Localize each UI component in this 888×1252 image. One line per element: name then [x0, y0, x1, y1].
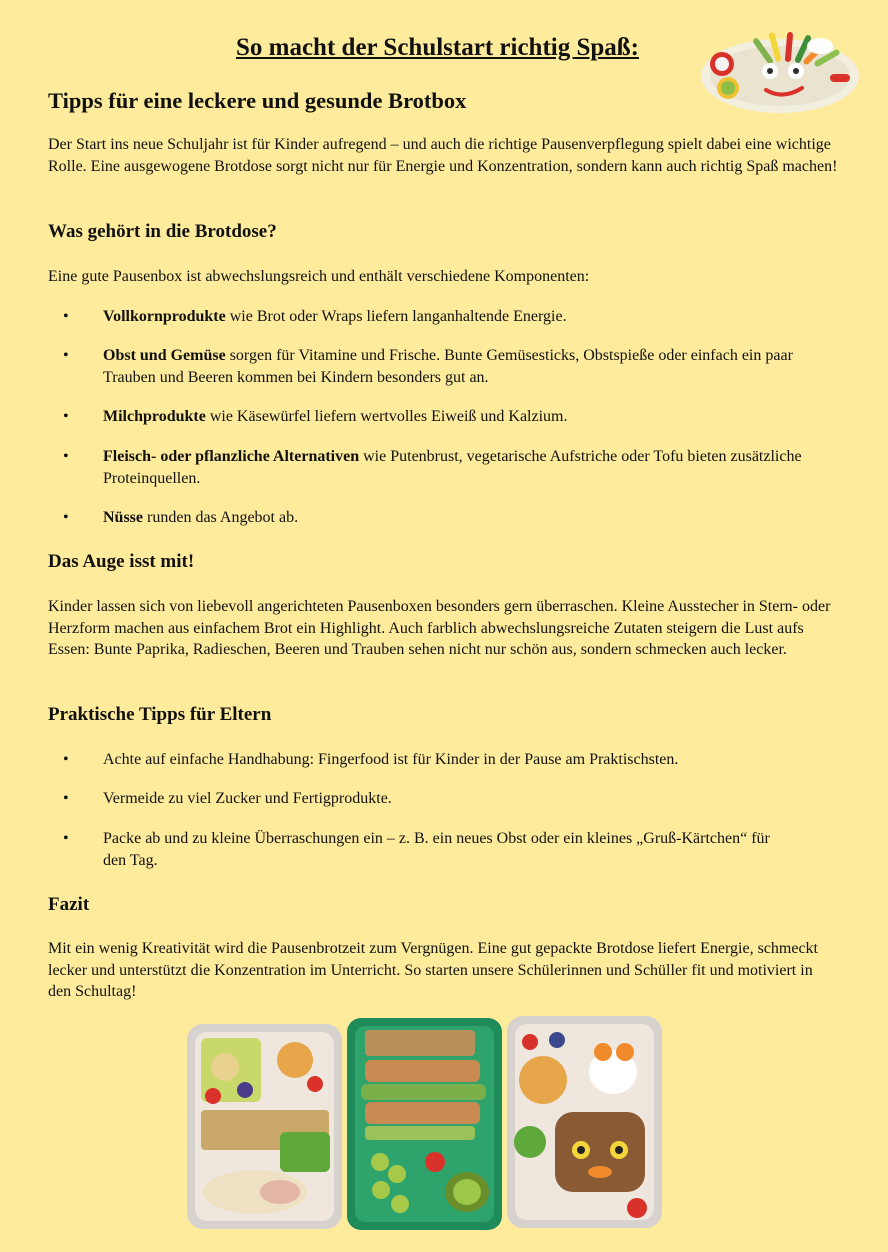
section-heading-auge: Das Auge isst mit!: [48, 551, 195, 572]
list-item-text: wie Brot oder Wraps liefern langanhaltende Energie.: [225, 308, 567, 325]
bullet-icon: •: [63, 751, 69, 768]
list-item: [63, 788, 843, 810]
conclusion-paragraph: Mit ein wenig Kreativität wird die Pausenbrotzeit zum Vergnügen. Eine gut gepackte Brotdose liefert Energie, schmeckt lecker und unterstützt die Konzentration im Unterricht. So starten unsere Schülerinnen und Schüller fit und motiviert in den Schultag!: [48, 940, 818, 1000]
bullet-icon: •: [63, 830, 69, 847]
list-item-bold: Fleisch- oder pflanzliche Alternativen: [103, 448, 360, 465]
list-item-bold: Vollkornprodukte: [103, 308, 226, 325]
bullet-icon: •: [63, 408, 69, 425]
list-item-text: wie Putenbrust, vegetarische Aufstriche oder Tofu bieten zusätzliche Proteinquellen.: [103, 448, 802, 487]
section-heading-fazit: Fazit: [48, 894, 90, 915]
bullet-icon: •: [63, 308, 69, 325]
list-item-text: runden das Angebot ab.: [143, 509, 299, 526]
list-item-text: Achte auf einfache Handhabung: Fingerfood ist für Kinder in der Pause am Praktischsten.: [103, 751, 679, 768]
bullet-icon: •: [63, 347, 69, 364]
list-item-text: Packe ab und zu kleine Überraschungen ein – z. B. ein neues Obst oder ein kleines „Gruß-Kärtchen“ für den Tag.: [103, 830, 770, 869]
list-item-bold: Nüsse: [103, 509, 144, 526]
section-paragraph: Kinder lassen sich von liebevoll angerichteten Pausenboxen besonders gern überraschen. Kleine Ausstecher in Stern- oder Herzform machen aus einfachem Brot ein Highlight. Auch farblich abwechslungsreiche Zutaten steigern die Lust aufs Essen: Bunte Paprika, Radieschen, Beeren und Trauben sehen nicht nur schön aus, sondern schmecken auch lecker.: [48, 598, 831, 658]
section-heading-brotdose: Was gehört in die Brotdose?: [48, 221, 277, 242]
list-item-text: wie Käsewürfel liefern wertvolles Eiweiß und Kalzium.: [205, 408, 568, 425]
page-title: So macht der Schulstart richtig Spaß:: [235, 34, 640, 61]
section-lead: Eine gute Pausenbox ist abwechslungsreich und enthält verschiedene Komponenten:: [48, 268, 590, 285]
list-item: [63, 446, 843, 489]
list-item-bold: Milchprodukte: [103, 408, 206, 425]
bullet-icon: •: [63, 509, 69, 526]
section-heading-tipps: Praktische Tipps für Eltern: [48, 704, 272, 725]
lunchboxes-image: [185, 1012, 665, 1234]
list-item: [63, 306, 843, 328]
list-item: [63, 507, 843, 529]
list-item: [63, 406, 843, 428]
list-item-bold: Obst und Gemüse: [103, 347, 226, 364]
list-item: [63, 828, 783, 871]
list-item: [63, 345, 843, 388]
bullet-icon: •: [63, 790, 69, 807]
list-item: [63, 749, 843, 771]
list-item-text: sorgen für Vitamine und Frische. Bunte Gemüsesticks, Obstspieße oder einfach ein paar Trauben und Beeren kommen bei Kindern besonders gut an.: [103, 347, 793, 386]
intro-paragraph: Der Start ins neue Schuljahr ist für Kinder aufregend – und auch die richtige Pausenverpflegung spielt dabei eine wichtige Rolle. Eine ausgewogene Brotdose sorgt nicht nur für Energie und Konzentration, sondern kann auch richtig Spaß machen!: [48, 136, 838, 175]
list-item-text: Vermeide zu viel Zucker und Fertigprodukte.: [103, 790, 392, 807]
subtitle: Tipps für eine leckere und gesunde Brotbox: [48, 88, 467, 113]
bullet-icon: •: [63, 448, 69, 465]
